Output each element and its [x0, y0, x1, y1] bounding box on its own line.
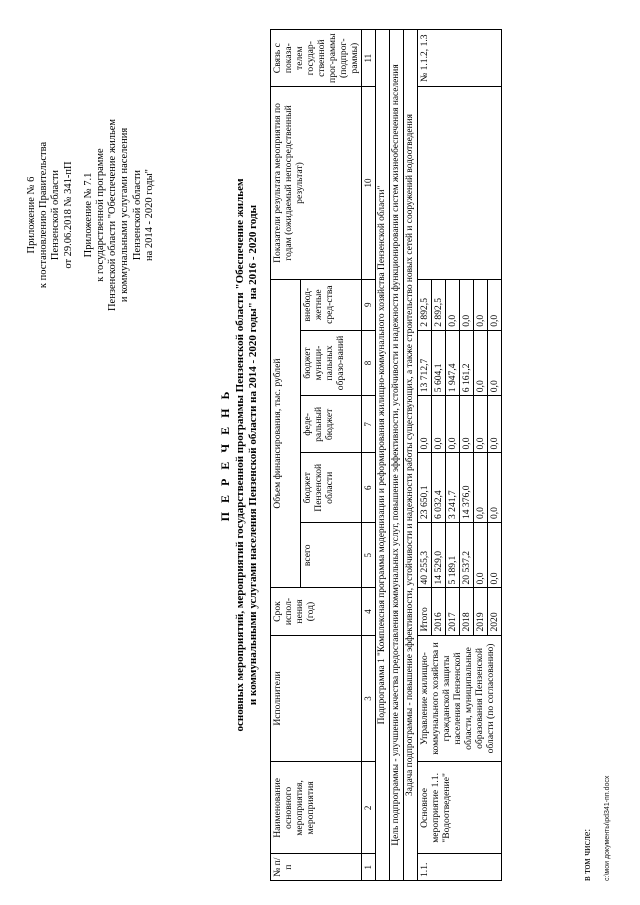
row-term: 2019: [474, 588, 488, 635]
header-num: № п/п: [271, 854, 362, 881]
document-subtitle: [234, 15, 260, 895]
row-federal: 0,0: [488, 396, 502, 453]
row-measure-name: Основное мероприятие 1.1. "Водоотведение": [418, 762, 502, 854]
row-total: 14 529,0: [432, 523, 446, 588]
row-municipal: 1 947,4: [446, 330, 460, 395]
column-number: 9: [362, 279, 376, 330]
column-number: 10: [362, 87, 376, 279]
column-number: 2: [362, 762, 376, 854]
row-total: 20 537,2: [460, 523, 474, 588]
row-municipal: 0,0: [474, 330, 488, 395]
appendix-line: к государственной программе: [95, 148, 107, 282]
row-term: 2018: [460, 588, 474, 635]
row-number: 1.1.: [418, 854, 502, 881]
row-total: 40 255,3: [418, 523, 432, 588]
column-number: 7: [362, 396, 376, 453]
column-number: 11: [362, 30, 376, 87]
row-term: Итого: [418, 588, 432, 635]
row-regional: 6 032,4: [432, 453, 446, 523]
subprogram-task: Задача подпрограммы - повышение эффективности, устойчивости и надежности работы существующих, а также строительство новых сетей и сооружений водоотведения: [404, 30, 418, 881]
header-federal: феде-ральный бюджет: [301, 396, 362, 453]
appendix-line: Пензенской области "Обеспечение жильем: [107, 118, 119, 312]
header-row: [271, 30, 301, 881]
row-regional: 0,0: [474, 453, 488, 523]
appendix-block: [26, 55, 156, 375]
row-regional: 0,0: [488, 453, 502, 523]
row-municipal: 6 161,2: [460, 330, 474, 395]
document-title: П Е Р Е Ч Е Н Ь: [218, 388, 232, 522]
task-row: [404, 30, 418, 881]
header-regional: бюджет Пензенской области: [301, 453, 362, 523]
column-number-row: [362, 30, 376, 881]
subprogram-goal: Цель подпрограммы - улучшение качества предоставления коммунальных услуг, повышение эффективности, устойчивости и надежности функционирования систем жизнеобеспечения населения: [390, 30, 404, 881]
header-extra: внебюд-жетные сред-ства: [301, 279, 362, 330]
row-municipal: 13 712,7: [418, 330, 432, 395]
appendix-line: Пензенской области: [50, 169, 62, 261]
row-federal: 0,0: [474, 396, 488, 453]
row-extra: 0,0: [446, 279, 460, 330]
appendix-line: от 29.06.2018 № 341-пП: [62, 161, 74, 269]
header-municipal: бюджет муници-пальных образо-ваний: [301, 330, 362, 395]
rotated-landscape-sheet: [8, 15, 618, 895]
row-executor: Управление жилищно-коммунального хозяйства и гражданской защиты населения Пензенской области, муниципальные образования Пензенской области (по согласованию): [418, 635, 502, 762]
row-federal: 0,0: [446, 396, 460, 453]
row-extra: 2 892,5: [432, 279, 446, 330]
column-number: 8: [362, 330, 376, 395]
row-federal: 0,0: [418, 396, 432, 453]
row-total: 0,0: [474, 523, 488, 588]
appendix-line: Пензенской области: [131, 169, 143, 261]
subprogram-title: Подпрограмма 1 "Комплексная программа модернизации и реформирования жилищно-коммунального хозяйства Пензенской области": [376, 30, 390, 881]
header-result: Показатели результата мероприятия по годам (ожидаемый непосредственный результат): [271, 87, 362, 279]
appendix-line: Приложение № 7.1: [82, 172, 94, 258]
column-number: 5: [362, 523, 376, 588]
file-path-footer: c:\мои документы\pd341-пп.docx: [604, 775, 611, 881]
appendix-line: Приложение № 6: [26, 176, 37, 254]
column-number: 1: [362, 854, 376, 881]
header-funding: Объем финансирования, тыс. рублей: [271, 279, 301, 588]
row-term: 2020: [488, 588, 502, 635]
row-extra: 0,0: [488, 279, 502, 330]
table-row: [418, 30, 432, 881]
subprogram-row: [376, 30, 390, 881]
row-extra: 0,0: [460, 279, 474, 330]
appendix-line: на 2014 - 2020 годы": [143, 169, 155, 261]
header-total: всего: [301, 523, 362, 588]
subtitle-line-2: и коммунальными услугами населения Пензенской области на 2014 - 2020 годы" на 2016 - 2020 годы: [247, 204, 259, 706]
header-executors: Исполнители: [271, 635, 362, 762]
row-municipal: 0,0: [488, 330, 502, 395]
column-number: 3: [362, 635, 376, 762]
goal-row: [390, 30, 404, 881]
row-federal: 0,0: [460, 396, 474, 453]
row-regional: 23 650,1: [418, 453, 432, 523]
row-extra: 0,0: [474, 279, 488, 330]
row-result: [418, 87, 502, 279]
row-term: 2017: [446, 588, 460, 635]
appendix-line: к постановлению Правительства: [38, 141, 50, 289]
in-total-label: в том числе:: [582, 828, 593, 881]
appendix-line: и коммунальными услугами населения: [119, 127, 131, 303]
row-federal: 0,0: [432, 396, 446, 453]
row-regional: 3 241,7: [446, 453, 460, 523]
header-link: Связь с показа-телем государ-ственной прог-раммы (подпрог-раммы): [271, 30, 362, 87]
row-municipal: 5 604,1: [432, 330, 446, 395]
row-total: 5 189,1: [446, 523, 460, 588]
header-term: Срок испол-нения (год): [271, 588, 362, 635]
measures-table: [270, 29, 502, 881]
header-name: Наименование основного мероприятия, мероприятия: [271, 762, 362, 854]
column-number: 4: [362, 588, 376, 635]
column-number: 6: [362, 453, 376, 523]
row-total: 0,0: [488, 523, 502, 588]
row-term: 2016: [432, 588, 446, 635]
row-regional: 14 376,0: [460, 453, 474, 523]
row-extra: 2 892,5: [418, 279, 432, 330]
row-link: № 1.1.2, 1.3: [418, 30, 502, 87]
subtitle-line-1: основных мероприятий, мероприятий государственной программы Пензенской области "Обеспечение жильем: [234, 178, 246, 732]
